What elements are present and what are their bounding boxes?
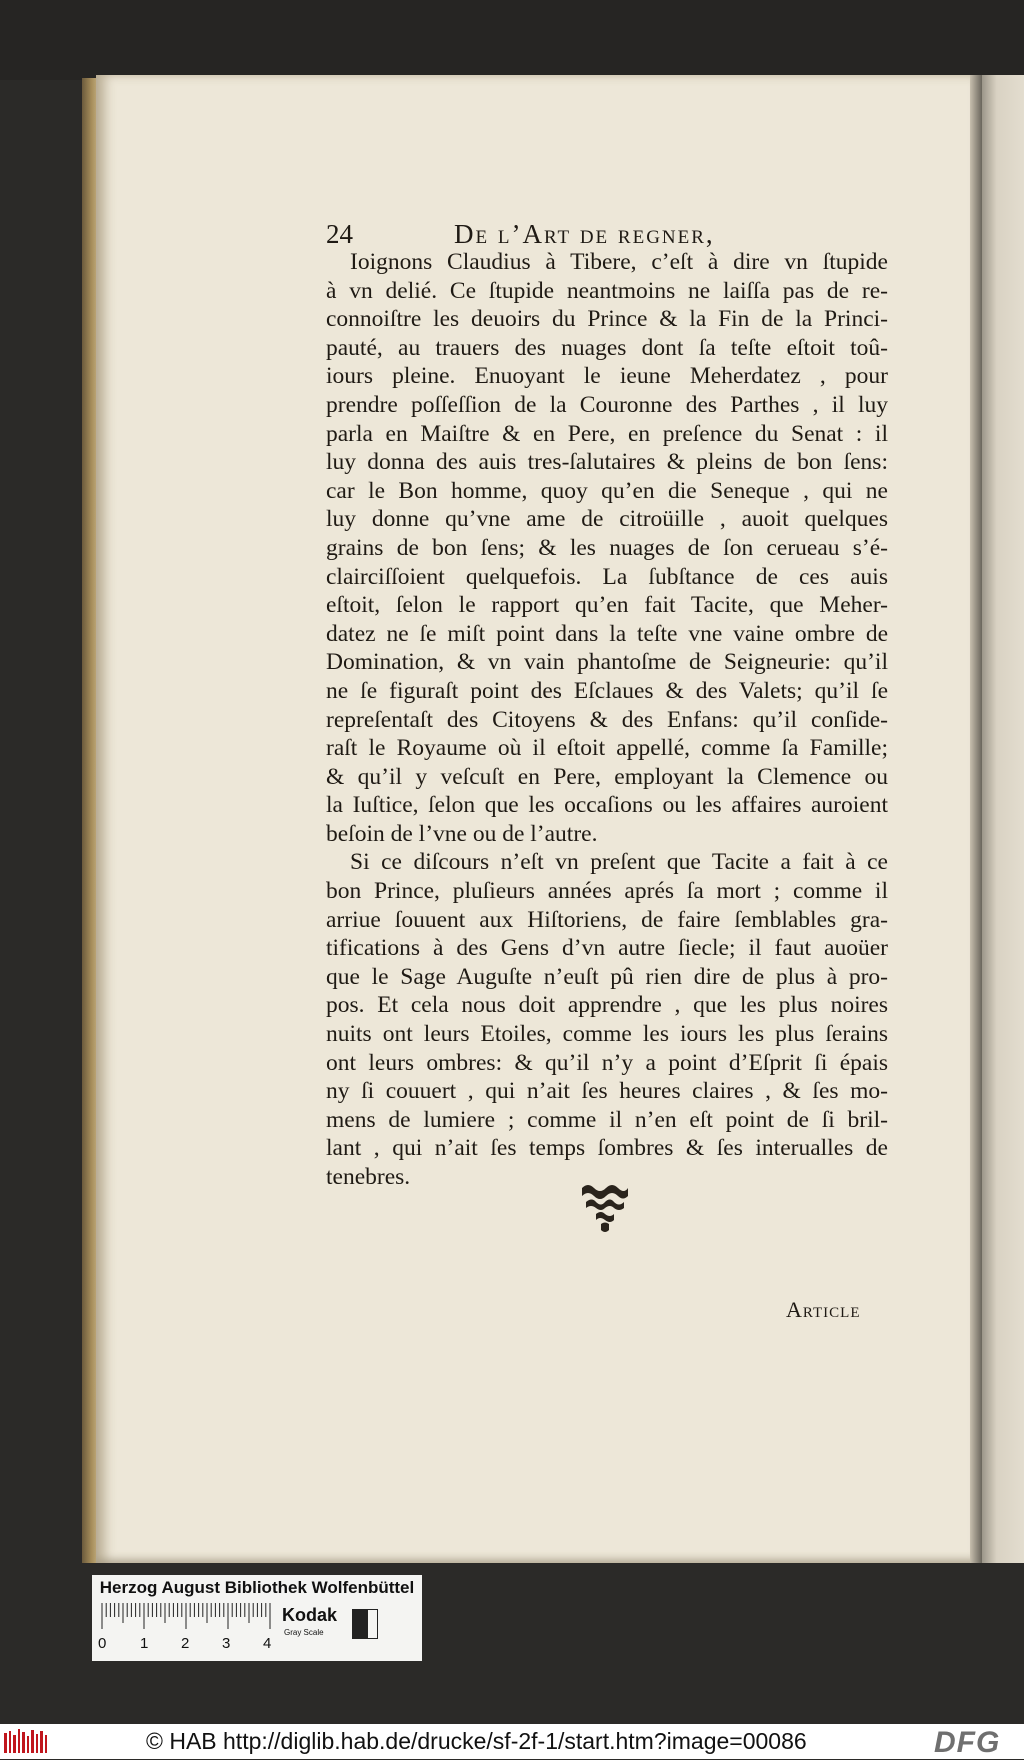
text-line: nuits ont leurs Etoiles, comme les iours les plus ſerains	[326, 1021, 888, 1048]
text-line: & qu’il y veſcuſt en Pere, employant la Clemence ou	[326, 763, 888, 790]
catchword: Article	[786, 1297, 861, 1322]
scale-ruler	[100, 1603, 275, 1631]
text-line: grains de bon ſens; & les nuages de ſon cerueau s’é-	[326, 534, 888, 561]
brand-label: Kodak	[282, 1605, 338, 1625]
text-line: que le Sage Auguſte n’euſt pû rien dire de plus à pro-	[326, 963, 888, 990]
text-line: pauté, au trauers des nuages dont ſa teſte eſtoit toû-	[326, 334, 888, 361]
scanner-background	[0, 0, 1024, 80]
text-line: mens de lumiere ; comme il n’en eſt point de ſi bril-	[326, 1106, 888, 1133]
running-head: De l’Art de regner,	[454, 219, 715, 249]
text-line: ont leurs ombres: & qu’il n’y a point d’Eſprit ſi épais	[326, 1049, 888, 1076]
facing-page-edge	[982, 75, 1024, 1563]
text-line: clairciſſoient quelquefois. La ſubſtance de ces auis	[326, 563, 888, 590]
text-line: luy donne qu’vne ame de citroüille , auoit quelques	[326, 506, 888, 533]
text-line: Si ce diſcours n’eſt vn preſent que Tacite a fait à ce	[350, 849, 888, 876]
text-line: à vn delié. Ce ſtupide neantmoins ne laiſſa pas de re-	[326, 277, 888, 304]
dfg-logo: DFG	[934, 1726, 1001, 1759]
printer-ornament-icon	[578, 1182, 632, 1234]
ruler-number: 0	[98, 1635, 107, 1652]
ruler-number: 2	[181, 1635, 190, 1652]
text-line: beſoin de l’vne ou de l’autre.	[326, 820, 598, 847]
page-number: 24	[326, 219, 353, 249]
footer-copyright-link[interactable]: © HAB http://diglib.hab.de/drucke/sf-2f-1/start.htm?image=00086	[146, 1728, 807, 1754]
text-line: bon Prince, pluſieurs années aprés ſa mort ; comme il	[326, 878, 888, 905]
page-text	[326, 248, 888, 1192]
text-line: tifications à des Gens d’vn autre ſiecle; il faut auoüer	[326, 935, 888, 962]
text-line: lant , qui n’ait ſes temps ſombres & ſes interualles de	[326, 1135, 888, 1162]
text-line: ne ſe figuraſt point des Eſclaues & des Valets; qu’il ſe	[326, 677, 888, 704]
text-line: connoiſtre les deuoirs du Prince & la Fin de la Princi-	[326, 306, 888, 333]
ruler-number: 4	[263, 1635, 272, 1652]
text-line: datez ne ſe miſt point dans la teſte vne vaine ombre de	[326, 620, 888, 647]
color-target	[92, 1575, 422, 1661]
text-line: Domination, & vn vain phantoſme de Seigneurie: qu’il	[326, 649, 888, 676]
text-line: arriue ſouuent aux Hiſtoriens, de faire ſemblables gra-	[326, 906, 888, 933]
target-title: Herzog August Bibliothek Wolfenbüttel	[99, 1578, 415, 1597]
text-line: prendre poſſeſſion de la Couronne des Parthes , il luy	[326, 391, 888, 418]
text-line: parla en Maiſtre & en Pere, en preſence du Senat : il	[326, 420, 888, 447]
text-line: luy donna des auis tres-ſalutaires & pleins de bon ſens:	[326, 449, 888, 476]
text-line: ny ſi couuert , qui n’ait ſes heures claires , & ſes mo-	[326, 1078, 888, 1105]
text-line: Ioignons Claudius à Tibere, c’eſt à dire vn ſtupide	[350, 249, 888, 275]
text-line: iours pleine. Enuoyant le ieune Meherdatez , pour	[326, 363, 888, 390]
ruler-number: 1	[140, 1635, 149, 1652]
gray-patch	[352, 1609, 378, 1639]
text-line: car le Bon homme, quoy qu’en die Seneque , qui ne	[326, 477, 888, 504]
text-line: tenebres.	[326, 1164, 411, 1190]
footer-bar	[0, 1724, 1024, 1759]
text-line: la Iuſtice, ſelon que les occaſions ou les affaires auroient	[326, 792, 888, 819]
text-line: pos. Et cela nous doit apprendre , que les plus noires	[326, 992, 888, 1019]
brand-sublabel: Gray Scale	[284, 1628, 324, 1637]
text-line: repreſentaſt des Citoyens & des Enfans: qu’il conſide-	[326, 706, 888, 733]
text-line: eſtoit, ſelon le rapport qu’en fait Tacite, que Meher-	[326, 592, 888, 619]
ruler-number: 3	[222, 1635, 231, 1652]
text-line: raſt le Royaume où il eſtoit appellé, comme ſa Famille;	[326, 735, 888, 762]
hab-barcode-icon	[4, 1729, 50, 1755]
